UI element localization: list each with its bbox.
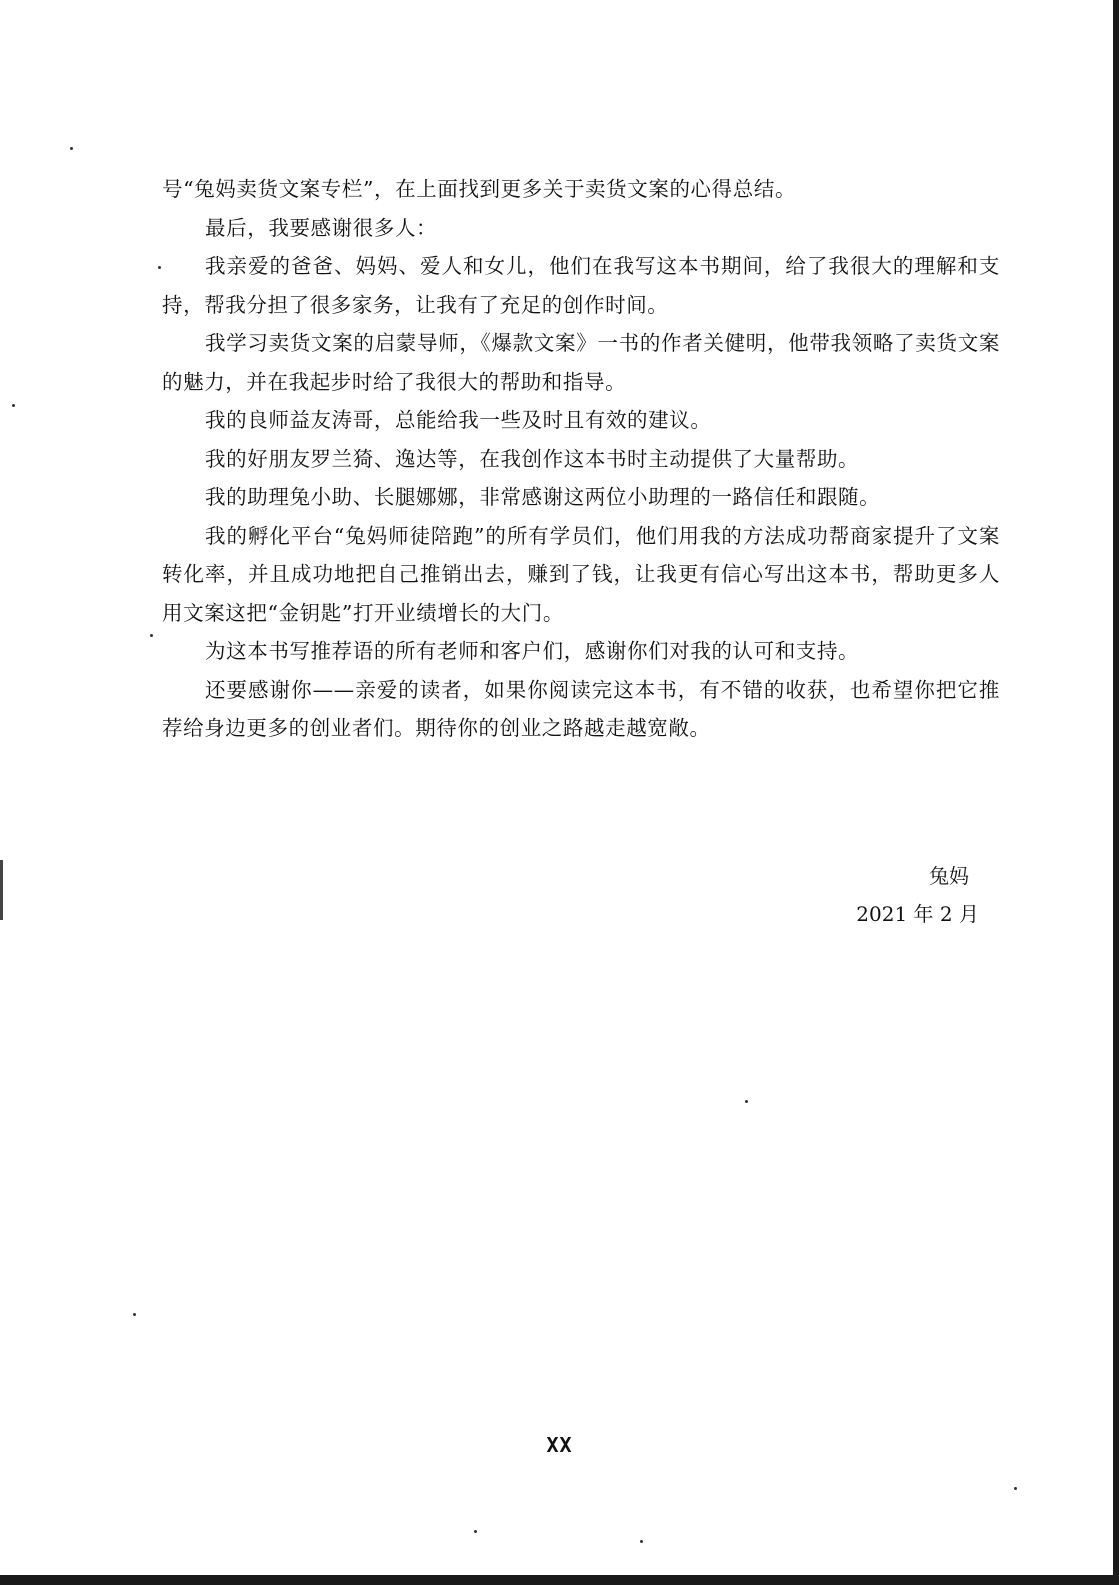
paragraph-mentor: 我学习卖货文案的启蒙导师，《爆款文案》一书的作者关健明，他带我领略了卖货文案的魅力，并在我起步时给了我很大的帮助和指导。: [162, 331, 1000, 394]
paragraph-students: 我的孵化平台“兔妈师徒陪跑”的所有学员们，他们用我的方法成功帮商家提升了文案转化率，并且成功地把自己推销出去，赚到了钱，让我更有信心写出这本书，帮助更多人用文案这把“金钥匙”打开业绩增长的大门。: [162, 523, 1000, 625]
scan-speck: [474, 1530, 477, 1533]
scan-speck: [150, 634, 153, 637]
scan-edge-left-mark: [0, 860, 3, 920]
paragraph-recommenders: 为这本书写推荐语的所有老师和客户们，感谢你们对我的认可和支持。: [205, 639, 860, 663]
scan-speck: [70, 147, 73, 150]
scan-speck: [158, 266, 161, 269]
scan-speck: [12, 404, 15, 407]
scan-speck: [133, 1313, 136, 1316]
paragraph-thanks-intro: 最后，我要感谢很多人：: [205, 215, 438, 240]
paragraph-friends: 我的好朋友罗兰猗、逸达等，在我创作这本书时主动提供了大量帮助。: [205, 446, 860, 471]
scan-speck: [745, 1100, 748, 1103]
scan-speck: [1014, 1487, 1017, 1490]
paragraph-continuation: 号“兔妈卖货文案专栏”，在上面找到更多关于卖货文案的心得总结。: [162, 177, 797, 201]
paragraph-readers: 还要感谢你——亲爱的读者，如果你阅读完这本书，有不错的收获，也希望你把它推荐给身边更多的创业者们。期待你的创业之路越走越宽敞。: [162, 677, 1000, 740]
acknowledgements-text: [162, 170, 1000, 748]
paragraph-friend-tao: 我的良师益友涛哥，总能给我一些及时且有效的建议。: [205, 408, 712, 432]
signature-date: 2021 年 2 月: [856, 902, 979, 926]
scan-edge-right: [1113, 0, 1119, 1585]
page-number: XX: [546, 1433, 573, 1457]
author-name: 兔妈: [929, 864, 969, 888]
paragraph-assistants: 我的助理兔小助、长腿娜娜，非常感谢这两位小助理的一路信任和跟随。: [205, 485, 881, 509]
scan-edge-bottom: [0, 1575, 1119, 1585]
paragraph-family: 我亲爱的爸爸、妈妈、爱人和女儿，他们在我写这本书期间，给了我很大的理解和支持，帮我分担了很多家务，让我有了充足的创作时间。: [162, 254, 1000, 317]
scan-speck: [640, 1540, 643, 1543]
signature-block: [856, 857, 979, 933]
